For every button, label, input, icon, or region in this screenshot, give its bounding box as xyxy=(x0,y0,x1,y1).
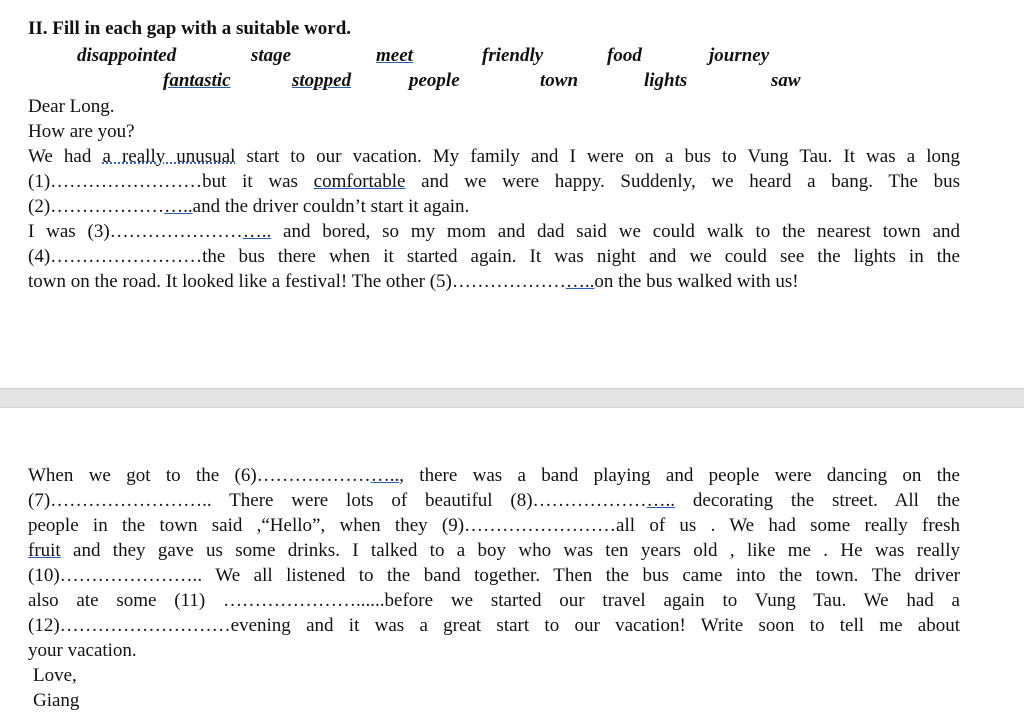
word-bank-item: saw xyxy=(771,70,801,91)
letter-line: (7)…………………….. There were lots of beautiful (8)………………….. decorating the street. All the xyxy=(28,490,960,511)
letter-closing: Love, xyxy=(33,665,77,686)
word-bank-item: meet xyxy=(376,45,413,66)
letter-line: (4)……………………the bus there when it started again. It was night and we could see the lights in the xyxy=(28,246,960,267)
page-break-gap xyxy=(0,388,1024,408)
letter-line: We had a really unusual start to our vacation. My family and I were on a bus to Vung Tau. It was a long xyxy=(28,146,960,167)
word-bank-item: disappointed xyxy=(77,45,177,66)
letter-line: (12)………………………evening and it was a great start to our vacation! Write soon to tell me about xyxy=(28,615,960,636)
word-bank-item: lights xyxy=(644,70,688,91)
word-bank-item: journey xyxy=(709,45,770,66)
letter-line: town on the road. It looked like a festival! The other (5)…………………..on the bus walked with us! xyxy=(28,271,799,292)
word-bank-item: town xyxy=(540,70,579,91)
word-bank-row-1 xyxy=(0,45,1024,69)
letter-line: When we got to the (6)………………….., there was a band playing and people were dancing on the xyxy=(28,465,960,486)
word-bank-item: stage xyxy=(251,45,292,66)
word-bank-item: food xyxy=(607,45,642,66)
letter-line: I was (3)…………………….. and bored, so my mom and dad said we could walk to the nearest town and xyxy=(28,221,961,242)
letter-line: people in the town said ,“Hello”, when they (9)……………………all of us . We had some really fresh xyxy=(28,515,960,536)
letter-line: your vacation. xyxy=(28,640,137,661)
letter-line: also ate some (11) …………………......before we started our travel again to Vung Tau. We had a xyxy=(28,590,960,611)
word-bank-row-2 xyxy=(0,70,1024,94)
document-page-2 xyxy=(0,408,1024,722)
word-bank-item: fantastic xyxy=(163,70,231,91)
letter-line: fruit and they gave us some drinks. I talked to a boy who was ten years old , like me . He was really xyxy=(28,540,960,561)
exercise-heading: II. Fill in each gap with a suitable word. xyxy=(28,18,352,39)
letter-line: (1)……………………but it was comfortable and we were happy. Suddenly, we heard a bang. The bus xyxy=(28,171,960,192)
word-bank-item: friendly xyxy=(482,45,544,66)
letter-line: (2)…………………..and the driver couldn’t start it again. xyxy=(28,196,470,217)
word-bank-item: people xyxy=(409,70,460,91)
letter-signature: Giang xyxy=(33,690,80,711)
letter-line: Dear Long. xyxy=(28,96,115,117)
letter-line: How are you? xyxy=(28,121,135,142)
word-bank-item: stopped xyxy=(292,70,352,91)
letter-line: (10)………………….. We all listened to the band together. Then the bus came into the town. The driver xyxy=(28,565,960,586)
